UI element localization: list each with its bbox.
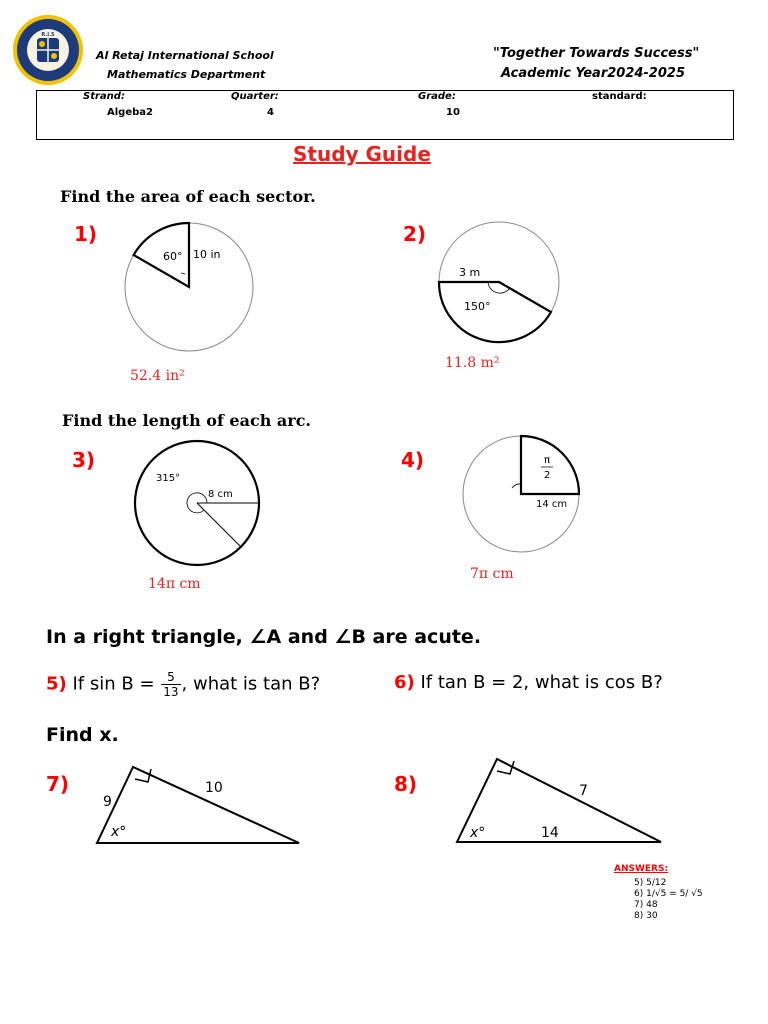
section-right-triangle-heading: In a right triangle, ∠A and ∠B are acute. — [46, 626, 482, 648]
problem-4-angle-den: 2 — [544, 470, 551, 481]
problem-7-hyp: 10 — [205, 780, 223, 796]
problem-8-hyp: 7 — [579, 783, 588, 799]
problem-7-number: 7) — [46, 772, 70, 796]
triangle-diagram-7 — [92, 758, 307, 850]
section-area-heading: Find the area of each sector. — [60, 187, 316, 206]
section-find-x-heading: Find x. — [46, 724, 119, 746]
problem-1-number: 1) — [74, 222, 98, 246]
problem-4-number: 4) — [401, 448, 425, 472]
problem-7-angle: x° — [111, 824, 127, 840]
answers-title: ANSWERS: — [614, 864, 669, 874]
department-name: Mathematics Department — [107, 68, 266, 81]
problem-2-radius: 3 m — [459, 266, 481, 279]
problem-2-answer: 11.8 m² — [445, 355, 500, 371]
standard-label: standard: — [592, 91, 647, 102]
question-6 — [394, 672, 663, 693]
triangle-diagram-8 — [450, 753, 665, 848]
problem-3-answer: 14π cm — [148, 576, 201, 592]
sector-diagram-1 — [118, 214, 268, 368]
question-5-text-pre: If sin B = — [72, 673, 161, 695]
question-5-text-post: , what is tan B? — [181, 673, 321, 695]
problem-3-angle: 315° — [156, 473, 181, 484]
quarter-label: Quarter: — [231, 91, 279, 102]
problem-2-angle: 150° — [464, 300, 491, 313]
strand-label: Strand: — [83, 91, 125, 102]
problem-8-angle: x° — [470, 825, 486, 841]
question-5-fraction: $\frac{5}{13}$ — [163, 670, 179, 699]
problem-1-answer: 52.4 in² — [130, 368, 185, 384]
question-5 — [46, 670, 320, 699]
problem-4-angle-num: π — [544, 455, 551, 466]
info-box — [36, 90, 734, 140]
school-logo — [12, 14, 84, 86]
strand-value: Algeba2 — [107, 107, 153, 118]
problem-3-number: 3) — [72, 448, 96, 472]
problem-7-leg: 9 — [103, 794, 112, 810]
answer-item: 5) 5/12 — [634, 878, 667, 888]
arc-diagram-3 — [124, 434, 284, 574]
answer-item: 7) 48 — [634, 900, 658, 910]
problem-4-radius: 14 cm — [536, 499, 568, 510]
question-6-text: If tan B = 2, what is cos B? — [420, 672, 663, 693]
academic-year: Academic Year2024-2025 — [501, 66, 685, 81]
quarter-value: 4 — [267, 107, 274, 118]
problem-8-number: 8) — [394, 772, 418, 796]
page-title: Study Guide — [293, 142, 431, 166]
problem-4-answer: 7π cm — [470, 566, 514, 582]
sector-diagram-2 — [432, 212, 572, 362]
svg-text:R.I.S: R.I.S — [41, 32, 55, 38]
answer-item: 6) 1/√5 = 5/ √5 — [634, 889, 703, 899]
problem-1-radius: 10 in — [193, 248, 221, 261]
arc-diagram-4 — [460, 428, 590, 570]
problem-2-number: 2) — [403, 222, 427, 246]
grade-label: Grade: — [418, 91, 456, 102]
question-5-number: 5) — [46, 673, 67, 695]
answer-item: 8) 30 — [634, 911, 658, 921]
problem-8-base: 14 — [541, 825, 559, 841]
section-arc-heading: Find the length of each arc. — [62, 411, 311, 430]
school-name: Al Retaj International School — [96, 49, 274, 62]
problem-1-angle: 60° — [163, 250, 183, 263]
problem-3-radius: 8 cm — [208, 489, 233, 500]
grade-value: 10 — [446, 107, 460, 118]
school-motto: "Together Towards Success" — [493, 46, 700, 61]
question-6-number: 6) — [394, 672, 415, 693]
answers-list — [634, 878, 703, 922]
